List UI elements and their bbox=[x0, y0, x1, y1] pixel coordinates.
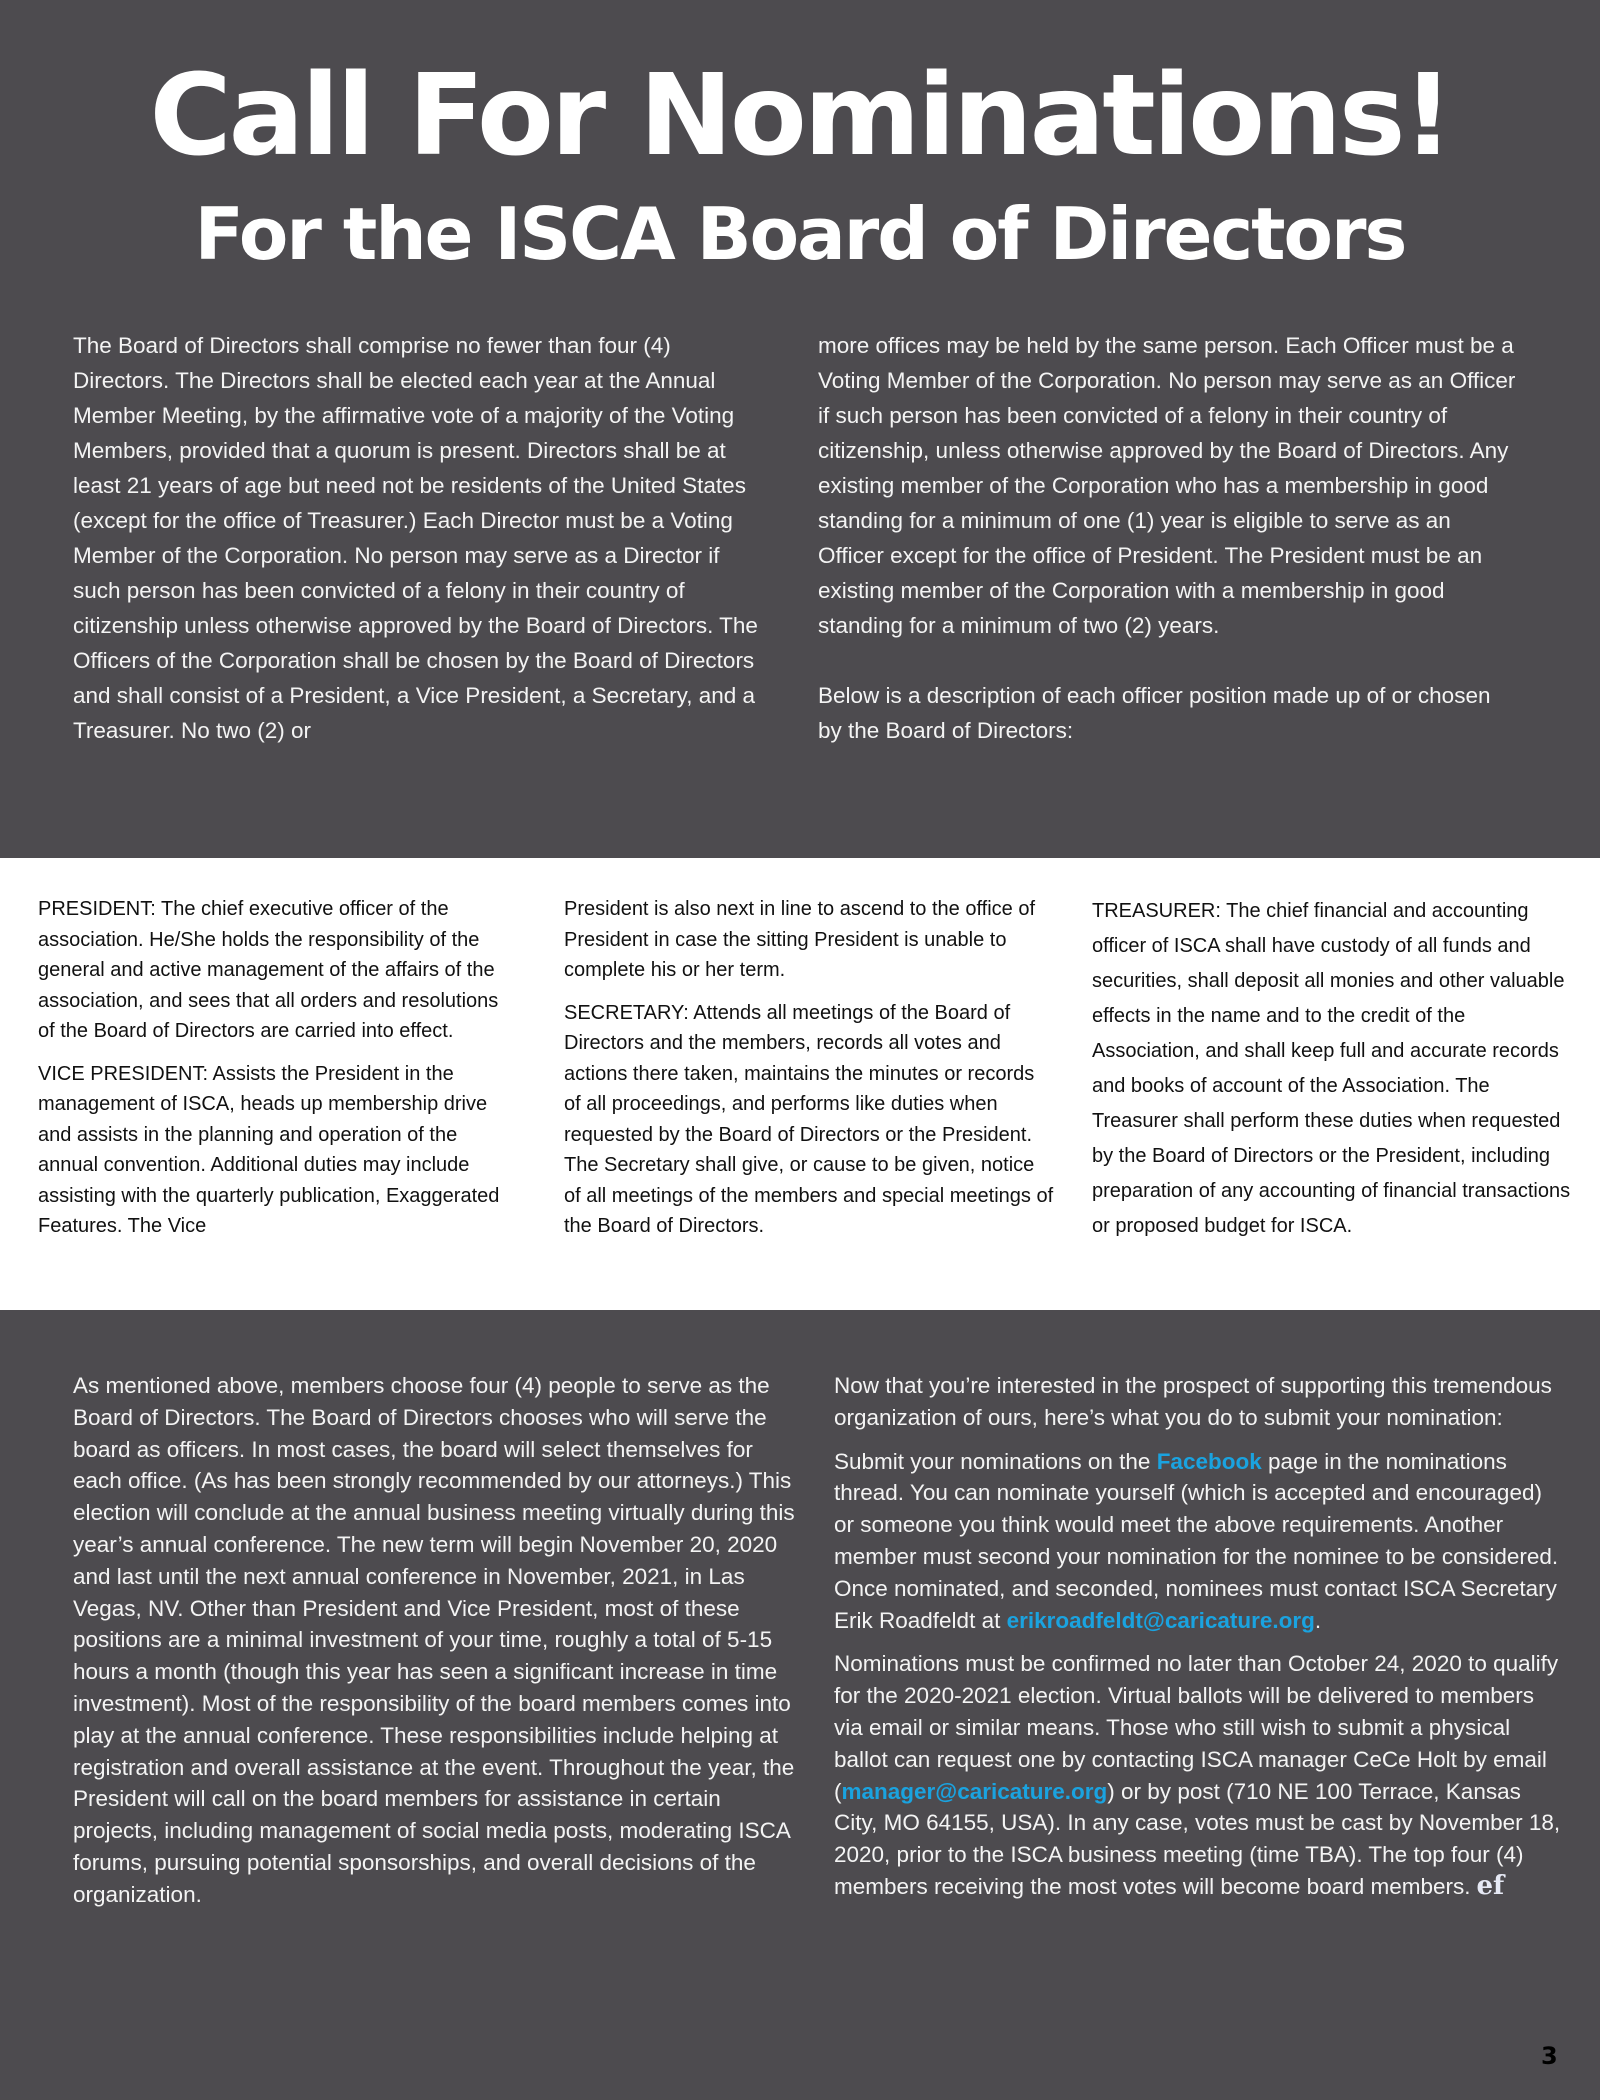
treasurer-description: TREASURER: The chief financial and accounting officer of ISCA shall have custody of all funds and securities, shall deposit all monies and other valuable effects in the name and to the credit of the Association, and shall keep full and accurate records and books of account of the Association. The Treasurer shall perform these duties when requested by the Board of Directors or the President, including preparation of any accounting of financial transactions or proposed budget for ISCA. bbox=[1092, 900, 1571, 1237]
vice-president-description: VICE PRESIDENT: Assists the President in the management of ISCA, heads up membership drive and assists in the planning and operation of the annual convention. Additional duties may include assisting with the quarterly publication, Exaggerated Features. The Vice bbox=[38, 1062, 500, 1237]
secretary-description: SECRETARY: Attends all meetings of the Board of Directors and the members, records all votes and actions there taken, maintains the minutes or records of all proceedings, and performs like duties when requested by the Board of Directors or the President. The Secretary shall give, or cause to be given, notice of all meetings of the members and special meetings of the Board of Directors. bbox=[564, 1001, 1054, 1237]
nomination-intro-paragraph: Now that you’re interested in the prospect of supporting this tremendous organization of ours, here’s what you do to submit your nomination: bbox=[834, 1373, 1552, 1430]
secretary-email-link[interactable]: erikroadfeldt@caricature.org bbox=[1006, 1607, 1315, 1633]
deadline-text-before: Nominations must be confirmed no later than October 24, 2020 to qualify for the 2020-2021 election. Virtual ballots will be delivered to members via email or similar means. Those who still wish to submit a physical ballot can request one by contacting ISCA manager CeCe Holt by email ( bbox=[834, 1651, 1559, 1804]
intro-paragraph-board: The Board of Directors shall comprise no fewer than four (4) Directors. The Directors shall be elected each year at the Annual Member Meeting, by the affirmative vote of a majority of the Voting Members, provided that a quorum is present. Directors shall be at least 21 years of age but need not be residents of the United States (except for the office of Treasurer.) Each Director must be a Voting Member of the Corporation. No person may serve as a Director if such person has been convicted of a felony in their country of citizenship unless otherwise approved by the Board of Directors. The Officers of the Corporation shall be chosen by the Board of Directors and shall consist of a President, a Vice President, a Secretary, and a Treasurer. No two (2) or bbox=[73, 333, 758, 743]
submit-text-end: . bbox=[1314, 1607, 1322, 1633]
officer-column-2 bbox=[564, 894, 1054, 1242]
officer-descriptions-band bbox=[0, 858, 1600, 1310]
vice-president-description-continued: President is also next in line to ascend to the office of President in case the sitting President is unable to complete his or her term. bbox=[564, 898, 1036, 981]
bottom-left-column bbox=[73, 1370, 798, 1911]
submit-text-before: Submit your nominations on the bbox=[834, 1448, 1157, 1474]
submit-nomination-paragraph bbox=[834, 1446, 1564, 1637]
intro-paragraph-below: Below is a description of each officer position made up of or chosen by the Board of Directors: bbox=[818, 683, 1491, 743]
president-description: PRESIDENT: The chief executive officer of the association. He/She holds the responsibility of the general and active management of the affairs of the association, and sees that all orders and resolutions of the Board of Directors are carried into effect. bbox=[38, 898, 499, 1042]
page-header bbox=[0, 0, 1600, 300]
page-title: Call For Nominations! bbox=[149, 51, 1451, 181]
submit-text-after: page in the nominations thread. You can nominate yourself (which is accepted and encouraged) or someone you think would meet the above requirements. Another member must second your nomination for the nominee to be considered. Once nominated, and seconded, nominees must contact ISCA Secretary Erik Roadfeldt at bbox=[834, 1448, 1559, 1633]
intro-paragraph-officers: more offices may be held by the same person. Each Officer must be a Voting Member of the Corporation. No person may serve as an Officer if such person has been convicted of a felony in their country of citizenship, unless otherwise approved by the Board of Directors. Any existing member of the Corporation who has a membership in good standing for a minimum of one (1) year is eligible to serve as an Officer except for the office of President. The President must be an existing member of the Corporation with a membership in good standing for a minimum of two (2) years. bbox=[818, 333, 1516, 638]
officer-column-1 bbox=[38, 894, 518, 1242]
deadline-paragraph bbox=[834, 1648, 1564, 1902]
signoff-initials: ef bbox=[1476, 1870, 1505, 1901]
election-details-paragraph: As mentioned above, members choose four (4) people to serve as the Board of Directors. The Board of Directors chooses who will serve the board as officers. In most cases, the board will select themselves for each office. (As has been strongly recommended by our attorneys.) This election will conclude at the annual business meeting virtually during this year’s annual conference. The new term will begin November 20, 2020 and last until the next annual conference in November, 2021, in Las Vegas, NV. Other than President and Vice President, most of these positions are a minimal investment of your time, roughly a total of 5-15 hours a month (though this year has seen a significant increase in time investment). Most of the responsibility of the board members comes into play at the annual conference. These responsibilities include helping at registration and overall assistance at the event. Throughout the year, the President will call on the board members for assistance in certain projects, including management of social media posts, moderating ISCA forums, pursuing potential sponsorships, and overall decisions of the organization. bbox=[73, 1373, 795, 1907]
intro-right-column bbox=[818, 328, 1518, 748]
officer-column-3 bbox=[1092, 894, 1572, 1244]
manager-email-link[interactable]: manager@caricature.org bbox=[841, 1778, 1108, 1804]
page-number: 3 bbox=[1541, 2042, 1558, 2070]
bottom-right-column bbox=[834, 1370, 1564, 1903]
facebook-link[interactable]: Facebook bbox=[1156, 1448, 1262, 1474]
page-subtitle: For the ISCA Board of Directors bbox=[194, 192, 1406, 276]
intro-left-column bbox=[73, 328, 773, 748]
deadline-text-after: ) or by post (710 NE 100 Terrace, Kansas City, MO 64155, USA). In any case, votes must be cast by November 18, 2020, prior to the ISCA business meeting (time TBA). The top four (4) members receiving the most votes will become board members. bbox=[834, 1778, 1561, 1899]
